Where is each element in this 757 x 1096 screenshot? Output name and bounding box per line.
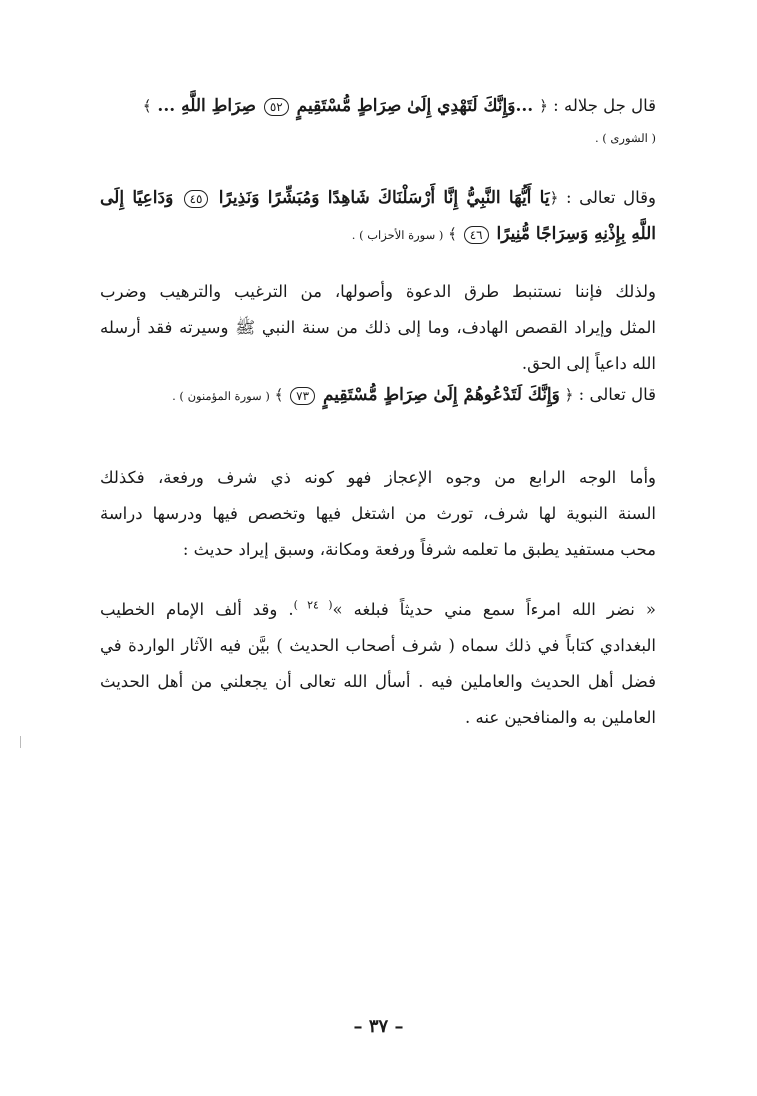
text-line: محب مستفيد يطبق ما تعلمه شرفاً ورفعة ومكانة، وسبق إيراد حديث : <box>182 540 656 559</box>
page-number: – ٣٧ – <box>353 1016 404 1037</box>
text-line <box>100 180 656 216</box>
text-line: البغدادي كتاباً في ذلك سماه ( شرف أصحاب الحديث ) بيَّن فيه الآثار الواردة في <box>100 636 656 655</box>
surah-reference: ( سورة الأحزاب ) . <box>351 228 444 242</box>
text-segment: . وقد ألف الإمام الخطيب <box>100 600 294 619</box>
paragraph-hadith <box>100 592 656 736</box>
ornate-bracket-open: ﴿ <box>549 189 559 207</box>
text-line <box>100 377 656 414</box>
quote-intro: قال جل جلاله : <box>547 96 656 115</box>
ornate-bracket-close: ﴾ <box>269 386 289 404</box>
quran-text: ...وَإِنَّكَ لَتَهْدِي إِلَىٰ صِرَاطٍ مُّسْتَقِيمٍ <box>290 96 540 116</box>
ornate-bracket-open: ﴿ <box>539 97 548 115</box>
ayah-number-marker: ٤٥ <box>184 190 209 208</box>
quran-quote-shura <box>100 88 656 152</box>
surah-reference: ( الشورى ) . <box>594 131 656 145</box>
ayah-number-marker: ٥٢ <box>264 98 289 116</box>
hadith-quote: « نضر الله امرءاً سمع مني حديثاً فبلغه » <box>332 600 656 619</box>
ayah-number-marker: ٧٣ <box>290 387 315 405</box>
footnote-reference: ( ٢٤ ) <box>293 598 333 612</box>
ornate-bracket-close: ﴾ <box>142 97 152 115</box>
text-line: السنة النبوية لها شرف، تورث من اشتغل فيها وتخصص فيها ودرسها دراسة <box>100 504 656 523</box>
quran-text: صِرَاطِ اللَّهِ ... <box>151 96 262 116</box>
text-line: المثل وإيراد القصص الهادف، وما إلى ذلك من سنة النبي ﷺ وسيرته فقد أرسله <box>100 318 656 337</box>
paragraph-fourth-aspect <box>100 460 656 568</box>
text-line <box>100 592 656 628</box>
quran-quote-muminun <box>100 377 656 414</box>
quran-text: اللَّهِ بِإِذْنِهِ وَسِرَاجًا مُّنِيرًا <box>490 224 656 244</box>
surah-reference: ( سورة المؤمنون ) . <box>172 389 270 403</box>
quran-text: وَإِنَّكَ لَتَدْعُوهُمْ إِلَىٰ صِرَاطٍ مُّسْتَقِيمٍ <box>317 385 560 405</box>
text-line <box>100 88 656 124</box>
quran-text: يَا أَيُّهَا النَّبِيُّ إِنَّا أَرْسَلْنَاكَ شَاهِدًا وَمُبَشِّرًا وَنَذِيرًا <box>210 188 550 208</box>
quote-intro: وقال تعالى : <box>558 188 656 207</box>
ayah-number-marker: ٤٦ <box>464 226 489 244</box>
text-line: العاملين به والمنافحين عنه . <box>465 708 656 727</box>
text-line: وأما الوجه الرابع من وجوه الإعجاز فهو كونه ذي شرف ورفعة، فكذلك <box>100 468 656 487</box>
text-line <box>100 216 656 253</box>
quran-quote-ahzab <box>100 180 656 253</box>
text-line: الله داعياً إلى الحق. <box>521 354 656 373</box>
margin-mark <box>20 736 21 748</box>
ornate-bracket-close: ﴾ <box>443 225 462 243</box>
quote-intro: قال تعالى : <box>573 385 656 404</box>
ornate-bracket-open: ﴿ <box>559 386 574 404</box>
text-line: فضل أهل الحديث والعاملين فيه . أسأل الله تعالى أن يجعلني من أهل الحديث <box>100 672 656 691</box>
quran-text: وَدَاعِيًا إِلَى <box>100 188 182 208</box>
text-line: ولذلك فإننا نستنبط طرق الدعوة وأصولها، من الترغيب والترهيب وضرب <box>100 282 656 301</box>
paragraph-dawah <box>100 274 656 382</box>
